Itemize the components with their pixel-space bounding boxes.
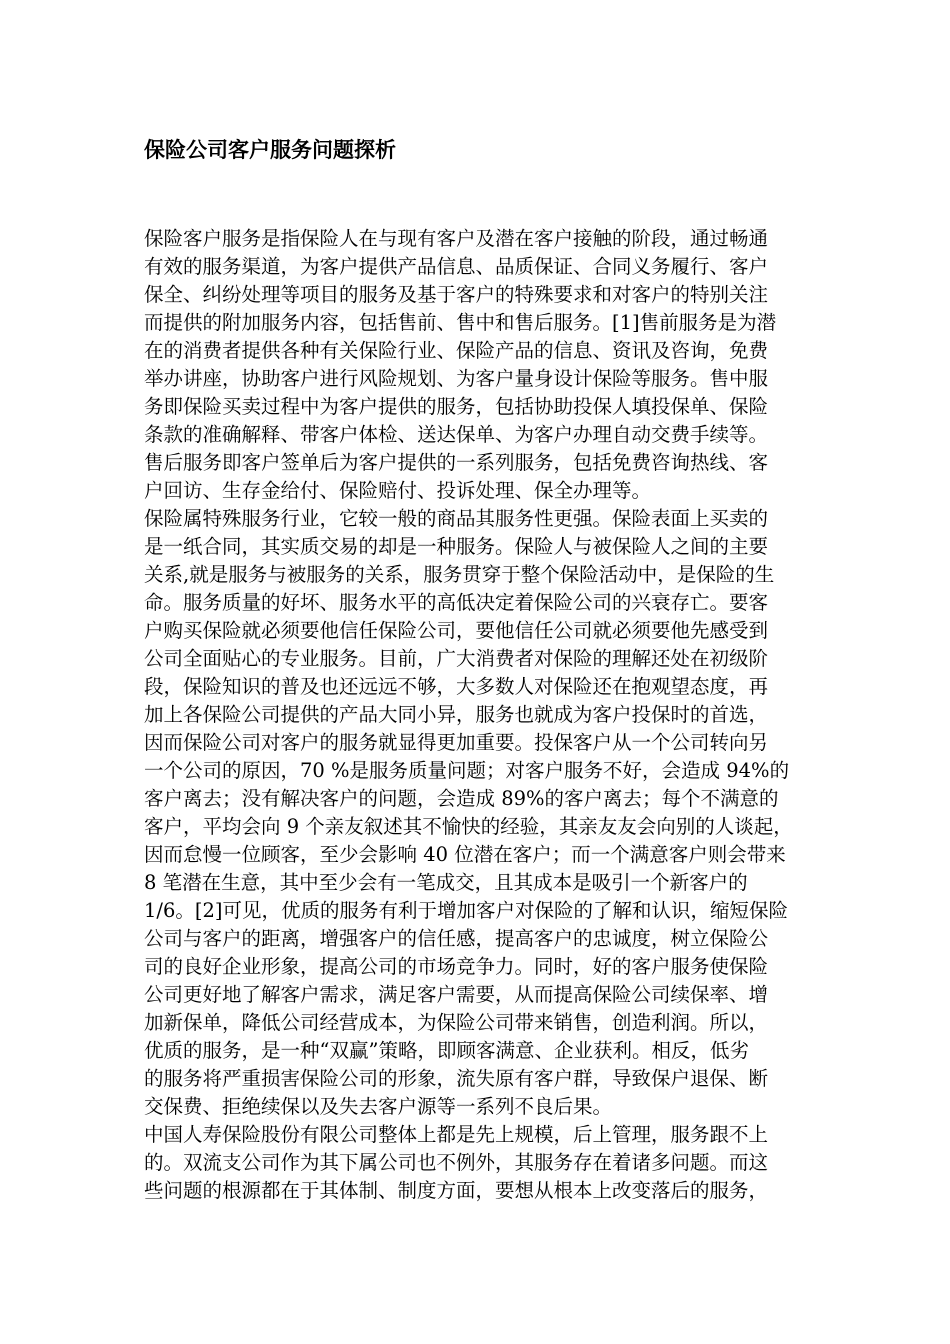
body-text-line: 有效的服务渠道，为客户提供产品信息、品质保证、合同义务履行、客户 (144, 255, 769, 278)
body-text-line: 加新保单，降低公司经营成本，为保险公司带来销售，创造利润。所以， (144, 1011, 769, 1034)
body-text-line: 公司更好地了解客户需求，满足客户需要，从而提高保险公司续保率、增 (144, 983, 769, 1006)
body-text-line: 务即保险买卖过程中为客户提供的服务，包括协助投保人填投保单、保险 (144, 395, 769, 418)
body-text-line: 客户离去；没有解决客户的问题，会造成 89%的客户离去；每个不满意的 (144, 787, 779, 810)
body-text-line: 在的消费者提供各种有关保险行业、保险产品的信息、资讯及咨询，免费 (144, 339, 769, 362)
body-text-line: 而提供的附加服务内容，包括售前、售中和售后服务。[1]售前服务是为潜 (144, 311, 777, 334)
body-text-line: 中国人寿保险股份有限公司整体上都是先上规模，后上管理，服务跟不上 (144, 1123, 769, 1146)
body-text-line: 司的良好企业形象，提高公司的市场竞争力。同时，好的客户服务使保险 (144, 955, 769, 978)
body-text-line: 保险属特殊服务行业，它较一般的商品其服务性更强。保险表面上买卖的 (144, 507, 769, 530)
document-title: 保险公司客户服务问题探析 (144, 137, 396, 162)
body-text-line: 的服务将严重损害保险公司的形象，流失原有客户群，导致保户退保、断 (144, 1067, 769, 1090)
body-text-line: 的。双流支公司作为其下属公司也不例外，其服务存在着诸多问题。而这 (144, 1151, 769, 1174)
body-text-line: 命。服务质量的好坏、服务水平的高低决定着保险公司的兴衰存亡。要客 (144, 591, 769, 614)
body-text-line: 1/6。[2]可见，优质的服务有利于增加客户对保险的了解和认识，缩短保险 (144, 899, 789, 922)
body-text-line: 优质的服务，是一种“双赢”策略，即顾客满意、企业获利。相反，低劣 (144, 1039, 749, 1062)
body-text-line: 公司与客户的距离，增强客户的信任感，提高客户的忠诚度，树立保险公 (144, 927, 769, 950)
body-text-line: 因而怠慢一位顾客，至少会影响 40 位潜在客户；而一个满意客户则会带来 (144, 843, 786, 866)
body-text-line: 一个公司的原因，70 %是服务质量问题；对客户服务不好，会造成 94%的 (144, 759, 790, 782)
body-text-line: 售后服务即客户签单后为客户提供的一系列服务，包括免费咨询热线、客 (144, 451, 769, 474)
body-text-line: 举办讲座，协助客户进行风险规划、为客户量身设计保险等服务。售中服 (144, 367, 769, 390)
body-text-line: 关系,就是服务与被服务的关系，服务贯穿于整个保险活动中，是保险的生 (144, 563, 775, 586)
body-text-line: 保全、纠纷处理等项目的服务及基于客户的特殊要求和对客户的特别关注 (144, 283, 769, 306)
body-text-line: 因而保险公司对客户的服务就显得更加重要。投保客户从一个公司转向另 (144, 731, 769, 754)
body-text-line: 户购买保险就必须要他信任保险公司，要他信任公司就必须要他先感受到 (144, 619, 769, 642)
body-text-line: 条款的准确解释、带客户体检、送达保单、为客户办理自动交费手续等。 (144, 423, 769, 446)
document-body (144, 225, 884, 1205)
body-text-line: 交保费、拒绝续保以及失去客户源等一系列不良后果。 (144, 1095, 613, 1118)
body-text-line: 些问题的根源都在于其体制、制度方面，要想从根本上改变落后的服务， (144, 1179, 769, 1202)
body-text-line: 加上各保险公司提供的产品大同小异，服务也就成为客户投保时的首选， (144, 703, 769, 726)
body-text-line: 8 笔潜在生意，其中至少会有一笔成交，且其成本是吸引一个新客户的 (144, 871, 748, 894)
body-text-line: 段，保险知识的普及也还远远不够，大多数人对保险还在抱观望态度，再 (144, 675, 769, 698)
body-text-line: 公司全面贴心的专业服务。目前，广大消费者对保险的理解还处在初级阶 (144, 647, 769, 670)
body-text-line: 户回访、生存金给付、保险赔付、投诉处理、保全办理等。 (144, 479, 652, 502)
body-text-line: 客户，平均会向 9 个亲友叙述其不愉快的经验，其亲友友会向别的人谈起， (144, 815, 793, 838)
body-text-line: 保险客户服务是指保险人在与现有客户及潜在客户接触的阶段，通过畅通 (144, 227, 769, 250)
body-text-line: 是一纸合同，其实质交易的却是一种服务。保险人与被保险人之间的主要 (144, 535, 769, 558)
